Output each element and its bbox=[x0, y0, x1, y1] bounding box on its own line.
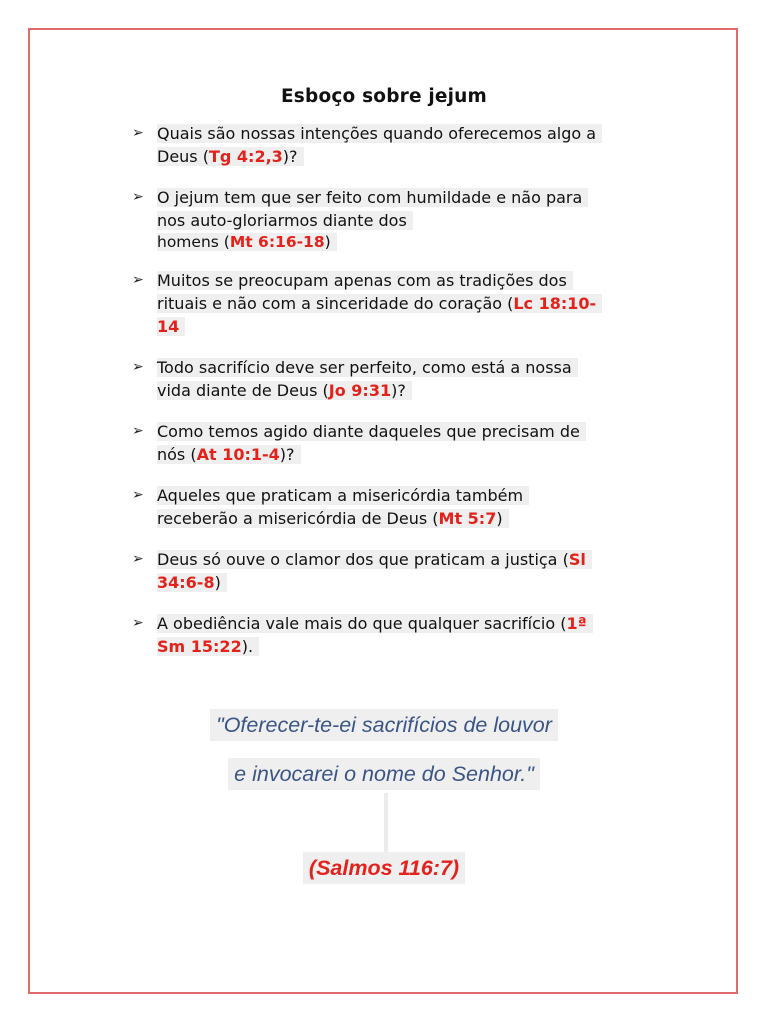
list-item: ➢ Aqueles que praticam a misericórdia também receberão a misericórdia de Deus (Mt 5:7) bbox=[132, 484, 672, 530]
list-item: ➢ Todo sacrifício deve ser perfeito, como está a nossa vida diante de Deus (Jo 9:31)? bbox=[132, 356, 672, 402]
list-item: ➢ Muitos se preocupam apenas com as tradições dos rituais e não com a sinceridade do coração (Lc 18:10- 14 bbox=[132, 269, 672, 338]
bible-reference: Jo 9:31 bbox=[328, 381, 392, 400]
list-item: ➢ Deus só ouve o clamor dos que praticam a justiça (Sl 34:6-8) bbox=[132, 548, 672, 594]
list-item: ➢ Como temos agido diante daqueles que precisam de nós (At 10:1-4)? bbox=[132, 420, 672, 466]
bible-reference: Mt 6:16-18 bbox=[229, 233, 325, 251]
connector-line bbox=[384, 793, 388, 855]
bible-reference: Mt 5:7 bbox=[438, 509, 497, 528]
bible-reference-continued: 14 bbox=[157, 317, 180, 336]
quote-line-2: e invocarei o nome do Senhor." bbox=[0, 762, 768, 787]
bible-reference: Lc 18:10- bbox=[513, 294, 597, 313]
bible-reference: Tg 4:2,3 bbox=[208, 147, 283, 166]
quote-line-1: "Oferecer-te-ei sacrifícios de louvor bbox=[0, 713, 768, 738]
arrow-bullet-icon: ➢ bbox=[132, 272, 144, 288]
arrow-bullet-icon: ➢ bbox=[132, 487, 144, 503]
list-item: ➢ O jejum tem que ser feito com humildade e não para nos auto-gloriarmos diante dos homens (Mt 6:16-18) bbox=[132, 186, 672, 252]
arrow-bullet-icon: ➢ bbox=[132, 615, 144, 631]
list-item: ➢ A obediência vale mais do que qualquer sacrifício (1ª Sm 15:22). bbox=[132, 612, 672, 658]
arrow-bullet-icon: ➢ bbox=[132, 423, 144, 439]
quote-citation: (Salmos 116:7) bbox=[0, 856, 768, 881]
bible-reference-continued: Sm 15:22 bbox=[157, 637, 242, 656]
arrow-bullet-icon: ➢ bbox=[132, 125, 144, 141]
arrow-bullet-icon: ➢ bbox=[132, 551, 144, 567]
bible-reference-continued: 34:6-8 bbox=[157, 573, 215, 592]
bible-reference: Sl bbox=[568, 550, 586, 569]
bible-reference: At 10:1-4 bbox=[196, 445, 280, 464]
bible-reference: 1ª bbox=[566, 614, 587, 633]
page-title: Esboço sobre jejum bbox=[280, 86, 488, 107]
bullet-list bbox=[132, 122, 672, 658]
arrow-bullet-icon: ➢ bbox=[132, 189, 144, 205]
list-item: ➢ Quais são nossas intenções quando oferecemos algo a Deus (Tg 4:2,3)? bbox=[132, 122, 672, 168]
arrow-bullet-icon: ➢ bbox=[132, 359, 144, 375]
